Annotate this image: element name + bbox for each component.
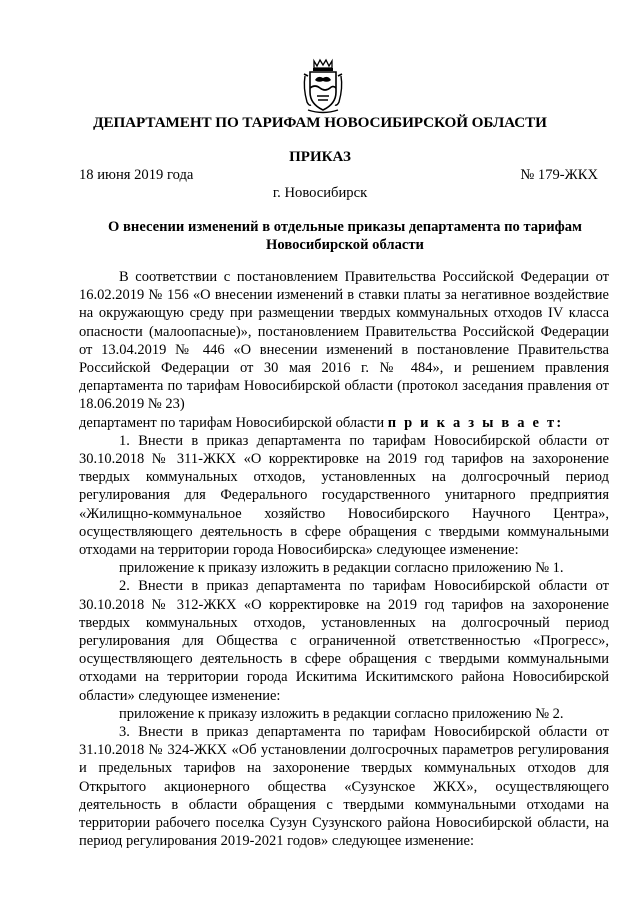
decree-lead: департамент по тарифам Новосибирской области [79,414,385,431]
decree-paragraph [79,414,609,432]
order-city: г. Новосибирск [272,185,368,201]
order-date: 18 июня 2019 года [79,167,194,183]
order-subject: О внесении изменений в отдельные приказы департамента по тарифам Новосибирской области [108,219,582,253]
item-2-change: приложение к приказу изложить в редакции согласно приложению № 2. [119,705,564,722]
department-name: ДЕПАРТАМЕНТ ПО ТАРИФАМ НОВОСИБИРСКОЙ ОБЛАСТИ [93,114,547,131]
decree-word: п р и к а з ы в а е т: [387,414,564,431]
item-1-paragraph: 1. Внести в приказ департамента по тарифам Новосибирской области от 30.10.2018 № 311-ЖКХ «О корректировке на 2019 год тарифов на захоронение твердых коммунальных отходов, установленных на долгосрочный период регулирования для Федерального государственного унитарного предприятия «Жилищно-коммунальное хозяйство Новосибирского Научного Центра», осуществляющего деятельность в сфере обращения с твердыми коммунальными отходами на территории города Новосибирска» следующее изменение: [79,432,609,559]
order-body [79,268,609,851]
item-2-paragraph: 2. Внести в приказ департамента по тарифам Новосибирской области от 30.10.2018 № 312-ЖКХ «О корректировке на 2019 год тарифов на захоронение твердых коммунальных отходов, установленных на долгосрочный период регулирования для Общества с ограниченной ответственностью «Прогресс», осуществляющего деятельность в сфере обращения с твердыми коммунальными отходами на территории города Искитима Искитимского района Новосибирской области» следующее изменение: [79,578,609,704]
item-3-paragraph: 3. Внести в приказ департамента по тарифам Новосибирской области от 31.10.2018 № 324-ЖКХ «Об установлении долгосрочных параметров регулирования и предельных тарифов на захоронение твердых коммунальных отходов для Открытого акционерного общества «Сузунское ЖКХ», осуществляющего деятельность в области обращения с твердыми коммунальными отходами на территории рабочего поселка Сузун Сузунского района Новосибирской области, на период регулирования 2019-2021 годов» следующее изменение: [79,724,609,850]
item-1-change: приложение к приказу изложить в редакции согласно приложению № 1. [119,560,564,577]
preamble-paragraph: В соответствии с постановлением Правительства Российской Федерации от 16.02.2019 № 156 «О внесении изменений в ставки платы за негативное воздействие на окружающую среду при размещении твердых коммунальных отходов IV класса опасности (малоопасные)», постановлением Правительства Российской Федерации от 13.04.2019 № 446 «О внесении изменений в постановление Правительства Российской Федерации от 30 мая 2016 г. № 484», и решением правления департамента по тарифам Новосибирской области (протокол заседания правления от 18.06.2019 № 23) [79,269,609,413]
order-number: № 179-ЖКХ [520,167,598,183]
order-title: ПРИКАЗ [289,149,351,165]
coat-of-arms-icon [302,58,344,114]
